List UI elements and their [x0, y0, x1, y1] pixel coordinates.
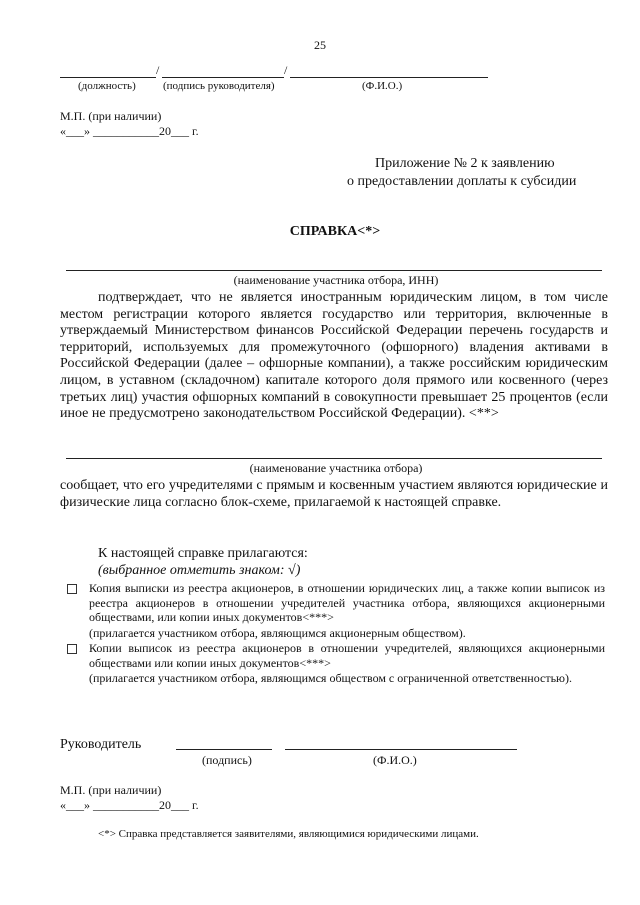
- stamp-date-bottom: «___» ___________20___ г.: [60, 798, 199, 812]
- signature-line: [162, 77, 284, 78]
- attachment-1-text: Копия выписки из реестра акционеров, в отношении юридических лиц, а также копии выписок из реестра акционеров в отношении учредителей участника отбора, являющихся акционерными обществами, или копии иных документов<***>: [89, 581, 605, 624]
- position-caption: (должность): [78, 80, 136, 92]
- director-signature-line: [176, 749, 272, 750]
- participant-inn-caption: (наименование участника отбора, ИНН): [233, 273, 439, 287]
- attachment-2-checkbox[interactable]: [67, 644, 77, 654]
- participant-name-line: [66, 458, 602, 459]
- appendix-line-1: Приложение № 2 к заявлению: [375, 156, 555, 171]
- name-caption: (Ф.И.О.): [362, 80, 403, 92]
- director-signature-caption: (подпись): [202, 753, 252, 767]
- attachment-1-note: (прилагается участником отбора, являющимся акционерным обществом).: [89, 626, 466, 640]
- stamp-mp-bottom: М.П. (при наличии): [60, 783, 162, 797]
- slash-1: /: [156, 63, 160, 77]
- attachments-hint: (выбранное отметить знаком: √): [98, 563, 301, 578]
- attachment-1-checkbox[interactable]: [67, 584, 77, 594]
- participant-name-caption: (наименование участника отбора): [249, 461, 423, 475]
- document-title: СПРАВКА<*>: [289, 224, 381, 239]
- attachment-2-text: Копии выписок из реестра акционеров в отношении учредителей, являющихся акционерными обществами или копии иных документов<***>: [89, 641, 605, 670]
- slash-2: /: [284, 63, 288, 77]
- attachments-heading: К настоящей справке прилагаются:: [98, 546, 308, 561]
- director-label: Руководитель: [60, 737, 142, 752]
- footnote: <*> Справка представляется заявителями, являющимися юридическими лицами.: [98, 828, 479, 840]
- appendix-line-2: о предоставлении доплаты к субсидии: [347, 174, 577, 189]
- signature-caption: (подпись руководителя): [163, 80, 275, 92]
- position-line: [60, 77, 156, 78]
- participant-inn-line: [66, 270, 602, 271]
- name-line: [290, 77, 488, 78]
- director-name-caption: (Ф.И.О.): [373, 753, 417, 767]
- paragraph-founders: сообщает, что его учредителями с прямым и косвенным участием являются юридические и физические лица согласно блок-схеме, прилагаемой к настоящей справке.: [60, 478, 608, 510]
- stamp-date-top: «___» ___________20___ г.: [60, 124, 199, 138]
- attachment-2-note: (прилагается участником отбора, являющимся обществом с ограниченной ответственностью).: [89, 671, 573, 685]
- page-number: 25: [314, 38, 326, 52]
- paragraph-not-foreign: подтверждает, что не является иностранным юридическим лицом, в том числе местом регистрации которого является государство или территория, включенные в утверждаемый Министерством финансов Российской Федерации перечень государств и территорий, используемых для промежуточного (офшорного) владения активами в Российской Федерации (далее – офшорные компании), а также российским юридическим лицом, в уставном (складочном) капитале которого доля прямого или косвенного (через третьих лиц) участия офшорных компаний в совокупности превышает 25 процентов (если иное не предусмотрено законодательством Российской Федерации). <**>: [60, 290, 608, 422]
- stamp-mp-top: М.П. (при наличии): [60, 109, 162, 123]
- director-name-line: [285, 749, 517, 750]
